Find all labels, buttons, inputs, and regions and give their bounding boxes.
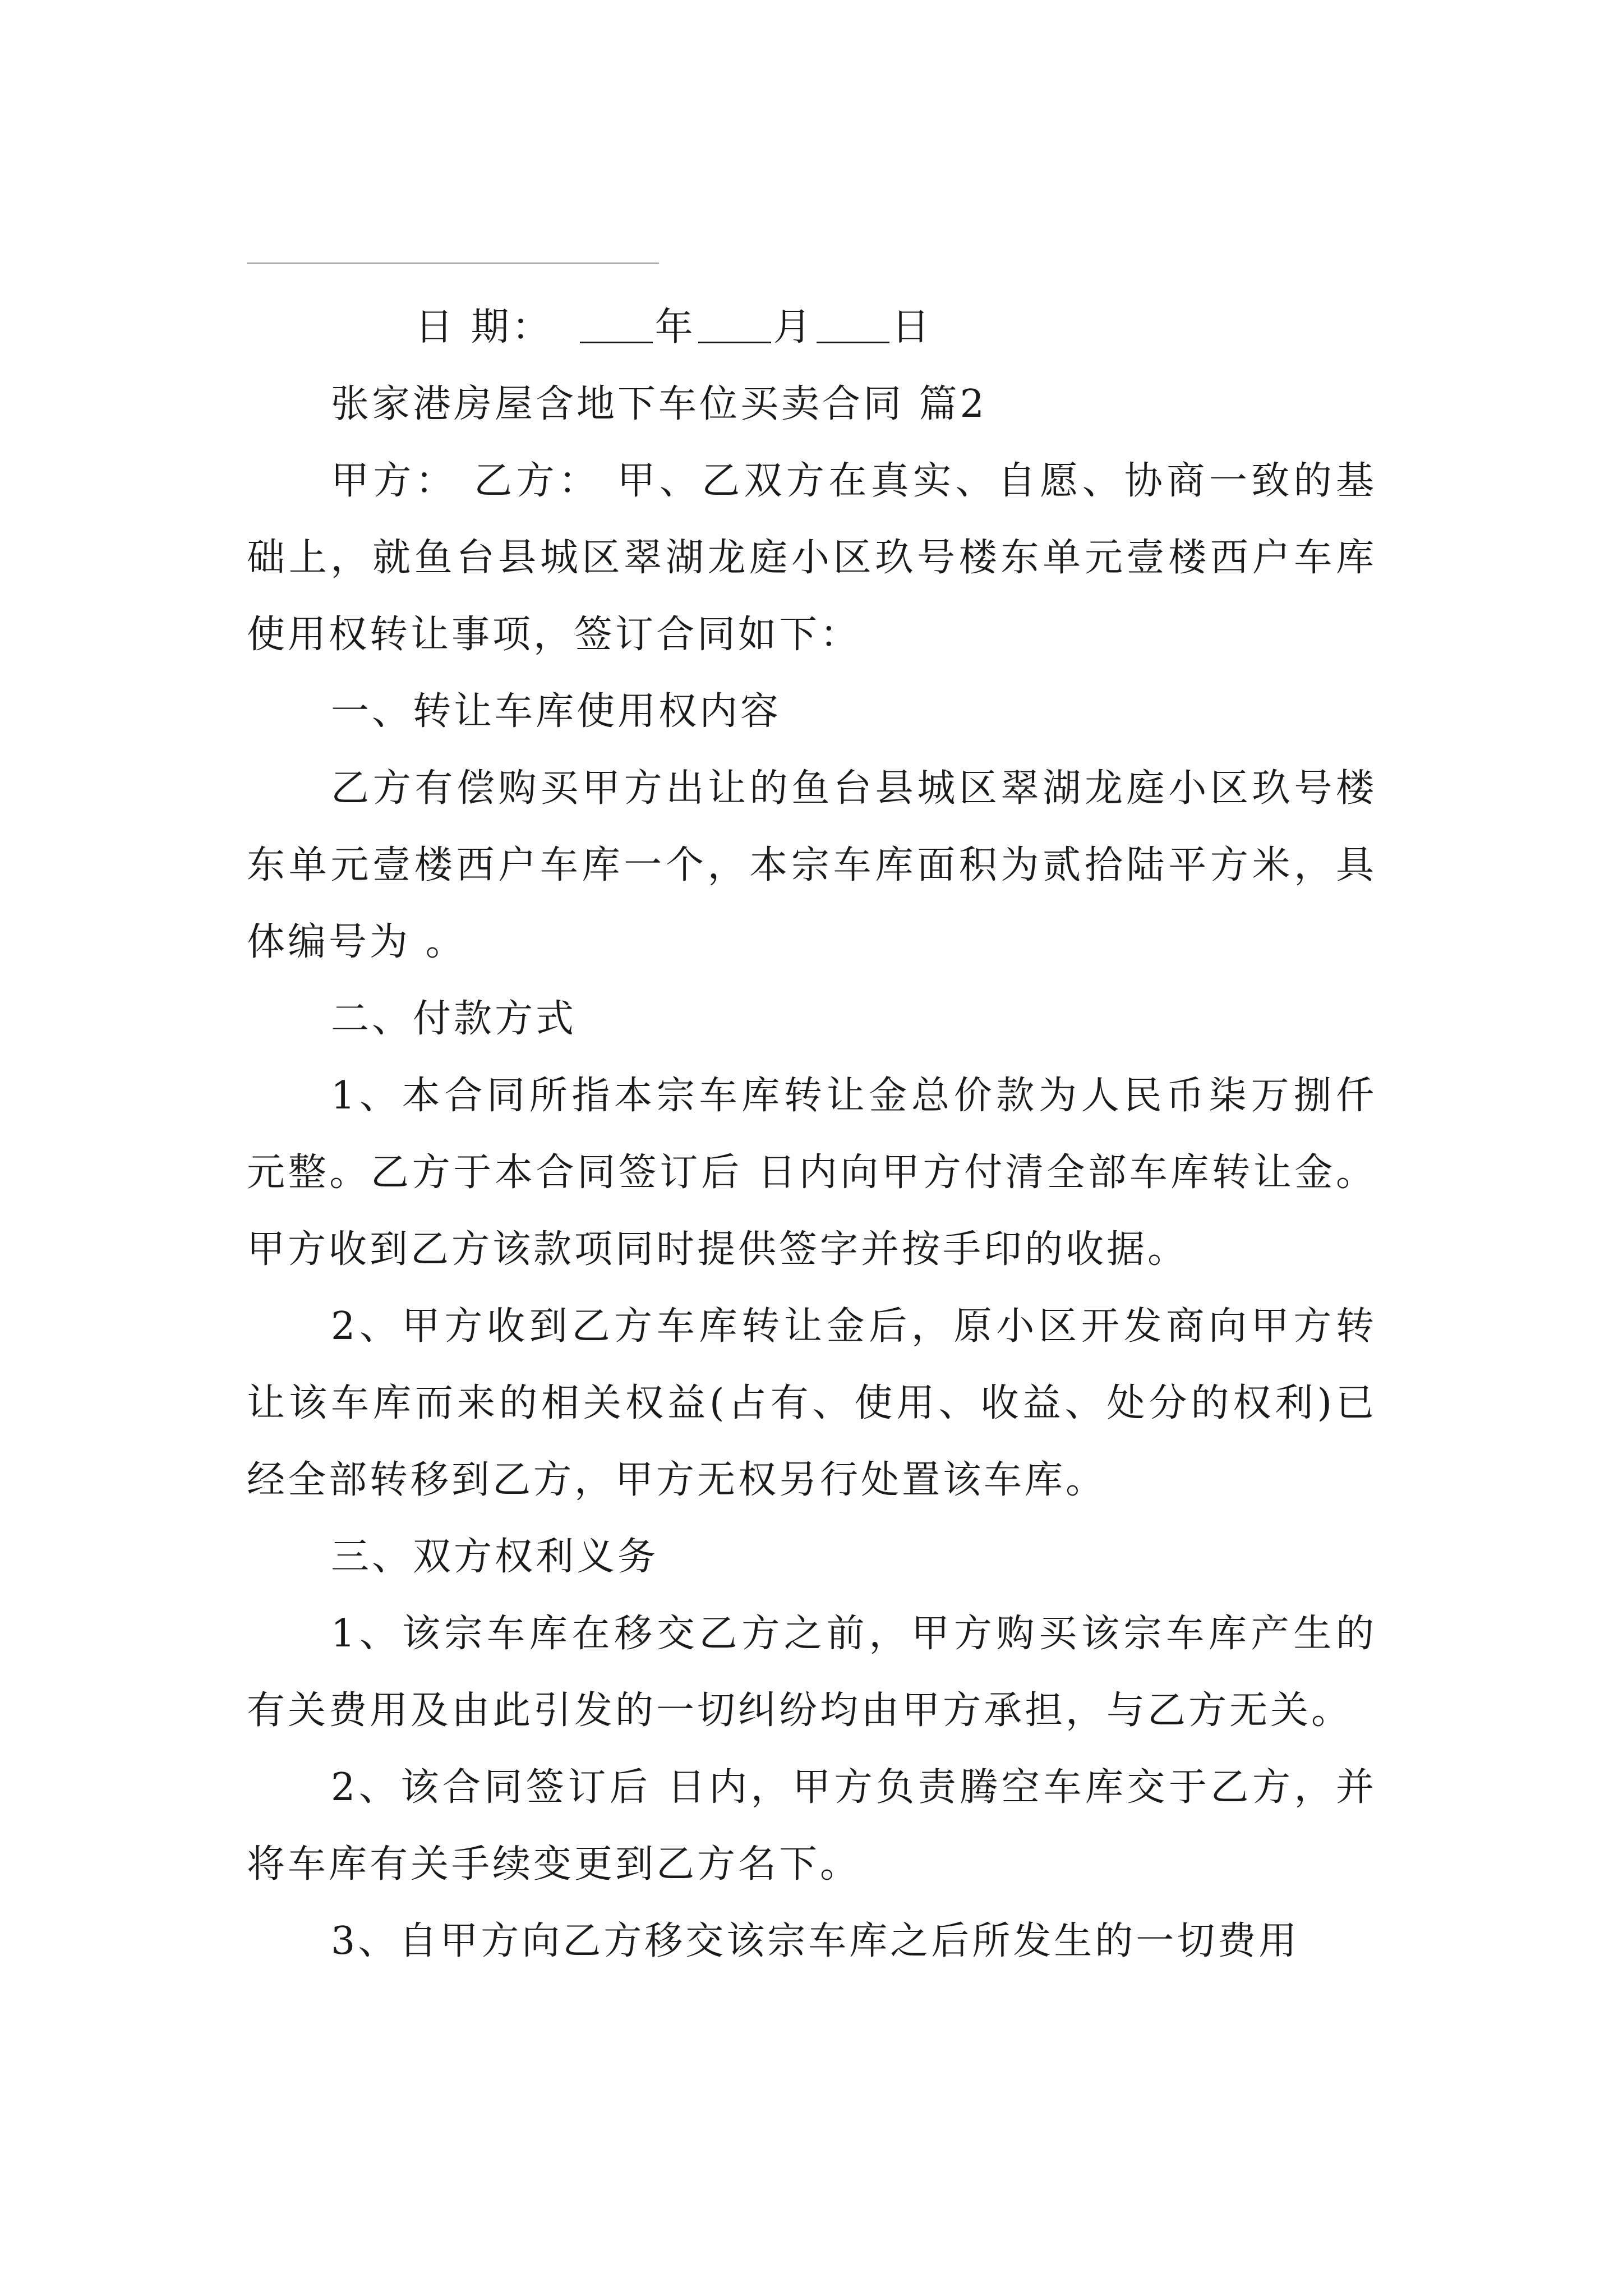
year-blank: [580, 308, 653, 343]
month-label: 月: [773, 305, 814, 349]
top-divider: [247, 263, 659, 264]
day-blank: [817, 308, 889, 343]
paragraph: 2、该合同签订后 日内，甲方负责腾空车库交于乙方，并将车库有关手续变更到乙方名下。: [247, 1765, 1377, 1887]
section-title-2: 二、付款方式: [331, 997, 577, 1041]
section-title-3: 三、双方权利义务: [331, 1535, 659, 1579]
date-label: 日 期：: [415, 305, 553, 349]
year-label: 年: [654, 305, 696, 349]
paragraph-intro: 甲方： 乙方： 甲、乙双方在真实、自愿、协商一致的基础上，就鱼台县城区翠湖龙庭小区玖号楼东单元壹楼西户车库使用权转让事项，签订合同如下：: [247, 459, 1377, 657]
section-title-1: 一、转让车库使用权内容: [331, 689, 782, 734]
section-heading: 张家港房屋含地下车位买卖合同 篇2: [331, 382, 987, 426]
document-body: [247, 289, 1377, 1980]
date-line: [247, 289, 1377, 366]
day-label: 日: [891, 305, 933, 349]
paragraph: 乙方有偿购买甲方出让的鱼台县城区翠湖龙庭小区玖号楼东单元壹楼西户车库一个，本宗车库面积为贰拾陆平方米，具体编号为 。: [247, 766, 1377, 964]
paragraph: 2、甲方收到乙方车库转让金后，原小区开发商向甲方转让该车库而来的相关权益(占有、使用、收益、处分的权利)已经全部转移到乙方，甲方无权另行处置该车库。: [247, 1304, 1377, 1502]
paragraph: 1、该宗车库在移交乙方之前，甲方购买该宗车库产生的有关费用及由此引发的一切纠纷均由甲方承担，与乙方无关。: [247, 1612, 1377, 1733]
paragraph: 1、本合同所指本宗车库转让金总价款为人民币柒万捌仟元整。乙方于本合同签订后 日内向甲方付清全部车库转让金。甲方收到乙方该款项同时提供签字并按手印的收据。: [247, 1074, 1377, 1272]
month-blank: [698, 308, 771, 343]
paragraph: 3、自甲方向乙方移交该宗车库之后所发生的一切费用: [331, 1919, 1300, 1963]
